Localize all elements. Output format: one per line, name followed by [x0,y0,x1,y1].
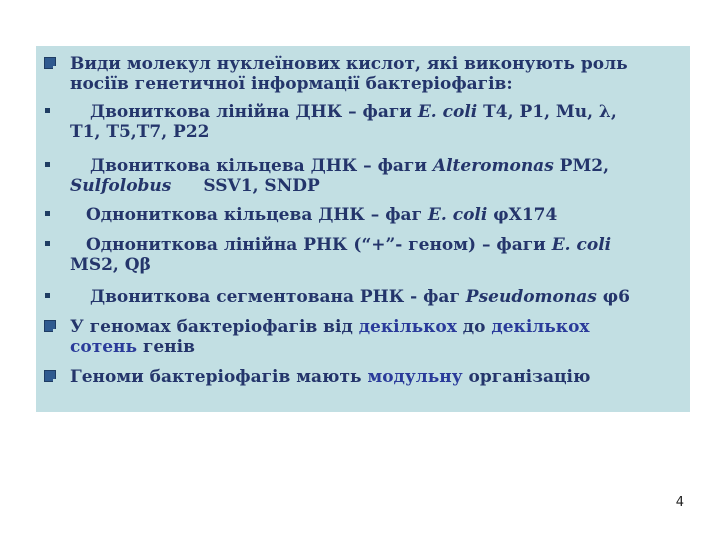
item-line-1: Двониткова сегментована РНК - фаг Pseudomonas φ6 [90,287,630,307]
checkbox-bullet-icon [44,320,56,332]
content-panel [36,46,690,412]
item-text [70,367,680,387]
square-bullet-icon [45,241,50,246]
item-line-2: T1, T5,T7, P22 [70,122,210,142]
item-text [70,102,680,142]
item-line-2: Sulfolobus SSV1, SNDP [70,176,320,196]
item-text [70,54,680,94]
item-text [70,205,680,225]
item-text [70,317,680,357]
item-line-1: Види молекул нуклеїнових кислот, які виконують роль [70,54,628,74]
item-line-2: MS2, Qβ [70,255,151,275]
item-line-2: сотень генів [70,337,195,357]
square-bullet-icon [45,108,50,113]
item-line-1: Однониткова лінійна РНК (“+”- геном) – фаги E. coli [86,235,612,255]
item-line-1: Двониткова лінійна ДНК – фаги E. coli T4, P1, Mu, λ, [90,102,617,122]
square-bullet-icon [45,211,50,216]
item-text [70,287,680,307]
square-bullet-icon [45,293,50,298]
checkbox-bullet-icon [44,57,56,69]
item-line-2: носіїв генетичної інформації бактеріофагів: [70,74,513,94]
item-line-1: Геноми бактеріофагів мають модульну організацію [70,367,591,387]
item-text [70,235,680,275]
item-text [70,156,680,196]
checkbox-bullet-icon [44,370,56,382]
item-line-1: У геномах бактеріофагів від декількох до декількох [70,317,590,337]
item-line-1: Однониткова кільцева ДНК – фаг E. coli φХ174 [86,205,558,225]
page-number: 4 [675,495,684,510]
item-line-1: Двониткова кільцева ДНК – фаги Alteromonas PM2, [90,156,610,176]
square-bullet-icon [45,162,50,167]
